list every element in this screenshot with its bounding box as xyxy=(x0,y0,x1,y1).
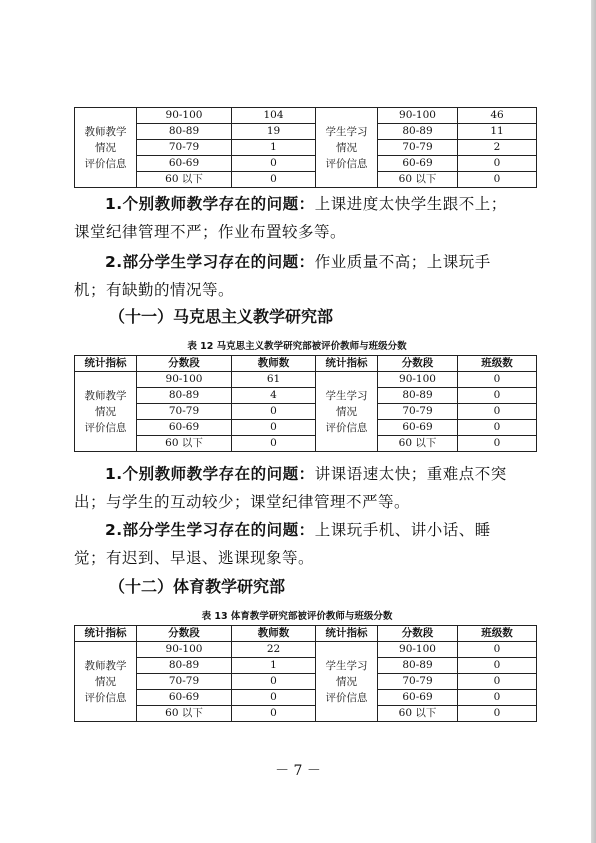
class-count-cell: 0 xyxy=(458,420,537,436)
table-row xyxy=(75,372,537,388)
header-score-range: 分数段 xyxy=(378,626,458,642)
class-count-cell: 0 xyxy=(458,658,537,674)
header-class-count: 班级数 xyxy=(458,356,537,372)
score-range-cell: 90-100 xyxy=(378,372,458,388)
header-stat-index: 统计指标 xyxy=(75,356,137,372)
class-count-cell: 0 xyxy=(458,690,537,706)
score-range-cell: 80-89 xyxy=(378,388,458,404)
table-row xyxy=(75,436,537,452)
class-count-cell: 0 xyxy=(458,706,537,722)
score-range-cell: 60-69 xyxy=(137,420,232,436)
score-range-cell: 80-89 xyxy=(137,388,232,404)
student-problems-text: 上课玩手机、讲小话、睡觉；有迟到、早退、逃课现象等。 xyxy=(74,521,491,567)
teacher-count-cell: 4 xyxy=(232,388,316,404)
teacher-problems-text: 上课进度太快学生跟不上；课堂纪律管理不严；作业布置较多等。 xyxy=(74,195,507,241)
table-row xyxy=(75,404,537,420)
teacher-eval-group-label: 教师教学 情况 评价信息 xyxy=(75,108,137,188)
table-header-row xyxy=(75,626,537,642)
score-range-cell: 70-79 xyxy=(137,140,232,156)
header-score-range: 分数段 xyxy=(378,356,458,372)
teacher-eval-group-label: 教师教学 情况 评价信息 xyxy=(75,642,137,722)
student-eval-group-label: 学生学习 情况 评价信息 xyxy=(316,108,378,188)
student-problems-paragraph xyxy=(74,516,520,572)
score-range-cell: 90-100 xyxy=(137,108,232,124)
score-range-cell: 70-79 xyxy=(137,404,232,420)
header-stat-index: 统计指标 xyxy=(316,356,378,372)
teacher-count-cell: 0 xyxy=(232,706,316,722)
score-range-cell: 90-100 xyxy=(137,642,232,658)
score-range-cell: 80-89 xyxy=(137,124,232,140)
header-stat-index: 统计指标 xyxy=(75,626,137,642)
header-class-count: 班级数 xyxy=(458,626,537,642)
teacher-eval-group-label: 教师教学 情况 评价信息 xyxy=(75,372,137,452)
teacher-count-cell: 0 xyxy=(232,172,316,188)
teacher-count-cell: 0 xyxy=(232,404,316,420)
student-eval-group-label: 学生学习 情况 评价信息 xyxy=(316,642,378,722)
table-row xyxy=(75,108,537,124)
section-heading-marxism: （十一）马克思主义教学研究部 xyxy=(109,307,334,326)
class-count-cell: 46 xyxy=(458,108,537,124)
score-range-cell: 60-69 xyxy=(137,690,232,706)
table-caption-13: 表 13 体育教学研究部被评价教师与班级分数 xyxy=(201,611,393,622)
table-row xyxy=(75,690,537,706)
table-header-row xyxy=(75,356,537,372)
student-eval-group-label: 学生学习 情况 评价信息 xyxy=(316,372,378,452)
score-range-cell: 60-69 xyxy=(378,690,458,706)
section-heading-pe: （十二）体育教学研究部 xyxy=(109,577,286,596)
teacher-count-cell: 19 xyxy=(232,124,316,140)
score-range-cell: 70-79 xyxy=(378,404,458,420)
class-count-cell: 0 xyxy=(458,642,537,658)
header-teacher-count: 教师数 xyxy=(232,356,316,372)
teacher-problems-paragraph xyxy=(74,190,520,246)
score-range-cell: 80-89 xyxy=(137,658,232,674)
score-range-cell: 90-100 xyxy=(378,108,458,124)
score-range-cell: 60 以下 xyxy=(137,436,232,452)
score-range-cell: 80-89 xyxy=(378,124,458,140)
score-range-cell: 70-79 xyxy=(378,674,458,690)
header-stat-index: 统计指标 xyxy=(316,626,378,642)
table-row xyxy=(75,140,537,156)
class-count-cell: 0 xyxy=(458,388,537,404)
class-count-cell: 0 xyxy=(458,436,537,452)
teacher-count-cell: 0 xyxy=(232,420,316,436)
score-range-cell: 60 以下 xyxy=(137,172,232,188)
header-score-range: 分数段 xyxy=(137,626,232,642)
teacher-count-cell: 0 xyxy=(232,156,316,172)
score-range-cell: 90-100 xyxy=(137,372,232,388)
teacher-count-cell: 22 xyxy=(232,642,316,658)
teacher-student-score-table-continued xyxy=(74,107,537,188)
pe-score-table xyxy=(74,625,537,722)
table-row xyxy=(75,156,537,172)
page-number: － 7 － xyxy=(275,763,321,779)
score-range-cell: 60 以下 xyxy=(137,706,232,722)
teacher-count-cell: 0 xyxy=(232,690,316,706)
score-range-cell: 80-89 xyxy=(378,658,458,674)
score-range-cell: 70-79 xyxy=(378,140,458,156)
table-row xyxy=(75,706,537,722)
score-range-cell: 60-69 xyxy=(378,420,458,436)
table-row xyxy=(75,642,537,658)
marxism-score-table xyxy=(74,355,537,452)
score-range-cell: 60 以下 xyxy=(378,706,458,722)
teacher-count-cell: 0 xyxy=(232,674,316,690)
table-row xyxy=(75,172,537,188)
student-problems-heading: 2.部分学生学习存在的问题： xyxy=(105,253,315,271)
score-range-cell: 60 以下 xyxy=(378,436,458,452)
teacher-problems-text: 讲课语速太快；重难点不突出；与学生的互动较少；课堂纪律管理不严等。 xyxy=(74,465,507,511)
class-count-cell: 0 xyxy=(458,172,537,188)
class-count-cell: 11 xyxy=(458,124,537,140)
score-range-cell: 60-69 xyxy=(378,156,458,172)
teacher-problems-paragraph xyxy=(74,460,520,516)
student-problems-text: 作业质量不高；上课玩手机；有缺勤的情况等。 xyxy=(74,253,491,299)
class-count-cell: 0 xyxy=(458,404,537,420)
teacher-count-cell: 1 xyxy=(232,140,316,156)
student-problems-paragraph xyxy=(74,248,520,304)
table-row xyxy=(75,420,537,436)
teacher-problems-heading: 1.个别教师教学存在的问题： xyxy=(105,195,315,213)
score-range-cell: 70-79 xyxy=(137,674,232,690)
score-range-cell: 90-100 xyxy=(378,642,458,658)
table-row xyxy=(75,658,537,674)
score-range-cell: 60 以下 xyxy=(378,172,458,188)
header-teacher-count: 教师数 xyxy=(232,626,316,642)
page-edge-shadow xyxy=(591,0,596,843)
table-row xyxy=(75,674,537,690)
class-count-cell: 0 xyxy=(458,674,537,690)
teacher-count-cell: 1 xyxy=(232,658,316,674)
table-row xyxy=(75,124,537,140)
teacher-problems-heading: 1.个别教师教学存在的问题： xyxy=(105,465,315,483)
score-range-cell: 60-69 xyxy=(137,156,232,172)
teacher-count-cell: 104 xyxy=(232,108,316,124)
class-count-cell: 2 xyxy=(458,140,537,156)
table-row xyxy=(75,388,537,404)
student-problems-heading: 2.部分学生学习存在的问题： xyxy=(105,521,315,539)
class-count-cell: 0 xyxy=(458,156,537,172)
header-score-range: 分数段 xyxy=(137,356,232,372)
teacher-count-cell: 0 xyxy=(232,436,316,452)
table-caption-12: 表 12 马克思主义教学研究部被评价教师与班级分数 xyxy=(187,341,407,352)
class-count-cell: 0 xyxy=(458,372,537,388)
teacher-count-cell: 61 xyxy=(232,372,316,388)
